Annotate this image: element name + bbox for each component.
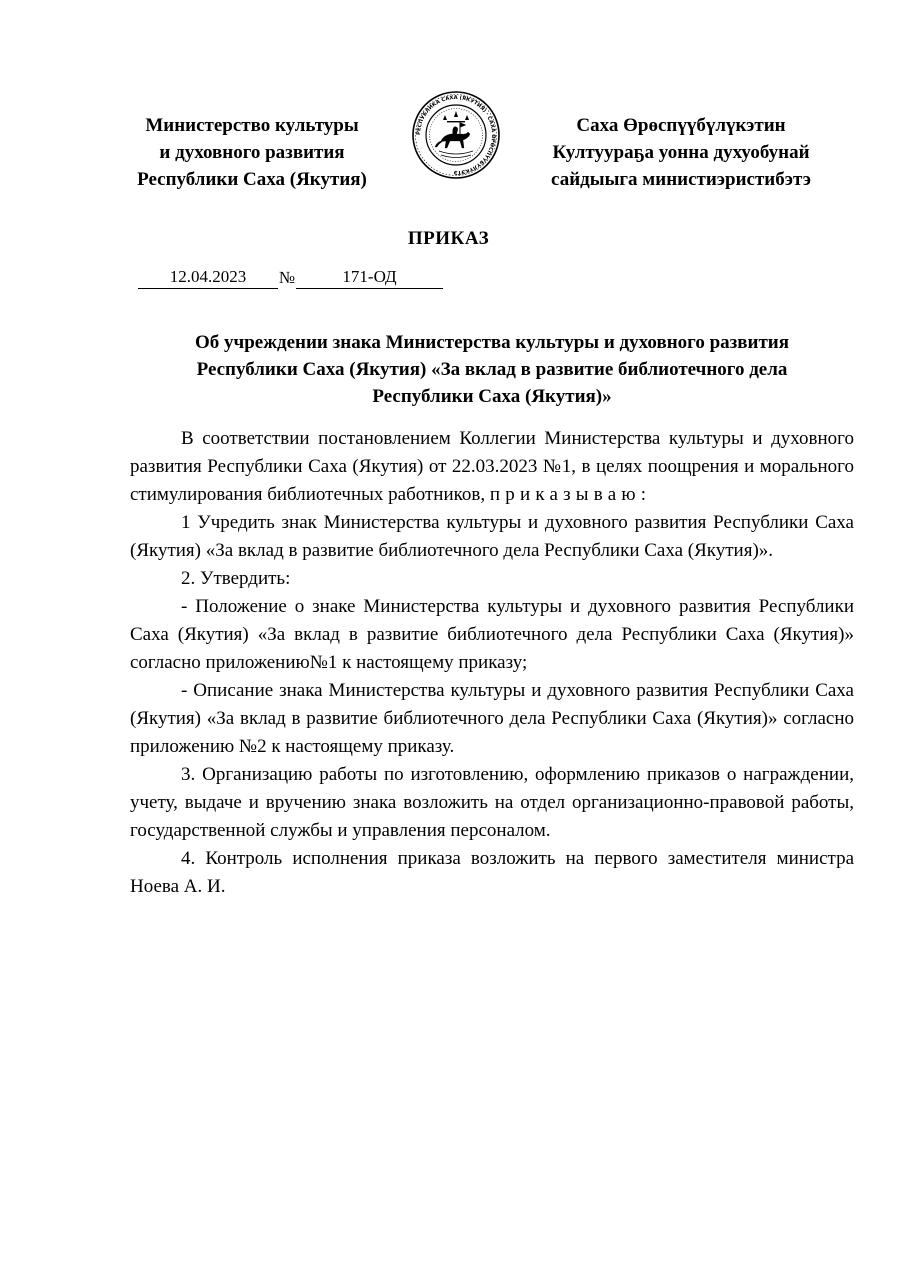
order-date-number-line <box>138 266 443 290</box>
sakha-coat-of-arms-icon <box>411 89 501 181</box>
order-item-paragraph: 2. Утвердить: <box>181 568 291 589</box>
order-item-paragraph: 4. Контроль исполнения приказа возложить на первого заместителя министра Ноева А. И. <box>130 848 854 897</box>
order-date: 12.04.2023 <box>138 266 278 289</box>
header-left-line: Министерство культуры <box>145 115 359 136</box>
order-item-paragraph: 1 Учредить знак Министерства культуры и духовного развития Республики Саха (Якутия) «За вклад в развитие библиотечного дела Республики Саха (Якутия)». <box>130 512 854 561</box>
order-subject <box>130 329 854 410</box>
preamble-text: В соответствии постановлением Коллегии Министерства культуры и духовного развития Республики Саха (Якутия) от 22.03.2023 №1, в целях поощрения и морального стимулирования библиотечных работников, <box>130 428 854 505</box>
header-right-line: Култуураҕа уонна духуобунай <box>552 142 810 163</box>
order-word: приказываю: <box>489 484 652 505</box>
header-left-line: и духовного развития <box>159 142 345 163</box>
subject-line: Республики Саха (Якутия)» <box>372 386 612 407</box>
ministry-name-russian <box>112 112 392 193</box>
emblem-ring-text: РЕСПУБЛИКА САХА (ЯКУТИЯ) · САХА ӨРӨСПҮҮБҮЛҮКЭТЭ <box>415 94 497 176</box>
header-right-line: сайдыыга министиэристибэтэ <box>551 169 811 190</box>
preamble-paragraph <box>130 425 854 509</box>
header-right-line: Саха Өрөспүүбүлүкэтин <box>576 115 786 136</box>
order-body <box>130 425 854 901</box>
header-left-line: Республики Саха (Якутия) <box>137 169 367 190</box>
emblem <box>411 89 501 181</box>
order-item-paragraph: - Положение о знаке Министерства культуры и духовного развития Республики Саха (Якутия) «За вклад в развитие библиотечного дела Республики Саха (Якутия)» согласно приложению№1 к настоящему приказу; <box>130 596 854 673</box>
number-sign: № <box>278 268 296 287</box>
subject-line: Об учреждении знака Министерства культуры и духовного развития <box>194 332 790 353</box>
subject-line: Республики Саха (Якутия) «За вклад в развитие библиотечного дела <box>196 359 788 380</box>
ministry-name-yakut <box>520 112 842 193</box>
document-title: ПРИКАЗ <box>407 228 490 249</box>
order-item-paragraph: - Описание знака Министерства культуры и духовного развития Республики Саха (Якутия) «За вклад в развитие библиотечного дела Республики Саха (Якутия)» согласно приложению №2 к настоящему приказу. <box>130 680 854 757</box>
order-number: 171-ОД <box>296 266 443 289</box>
order-item-paragraph: 3. Организацию работы по изготовлению, оформлению приказов о награждении, учету, выдаче и вручению знака возложить на отдел организационно-правовой работы, государственной службы и управления персоналом. <box>130 764 854 841</box>
